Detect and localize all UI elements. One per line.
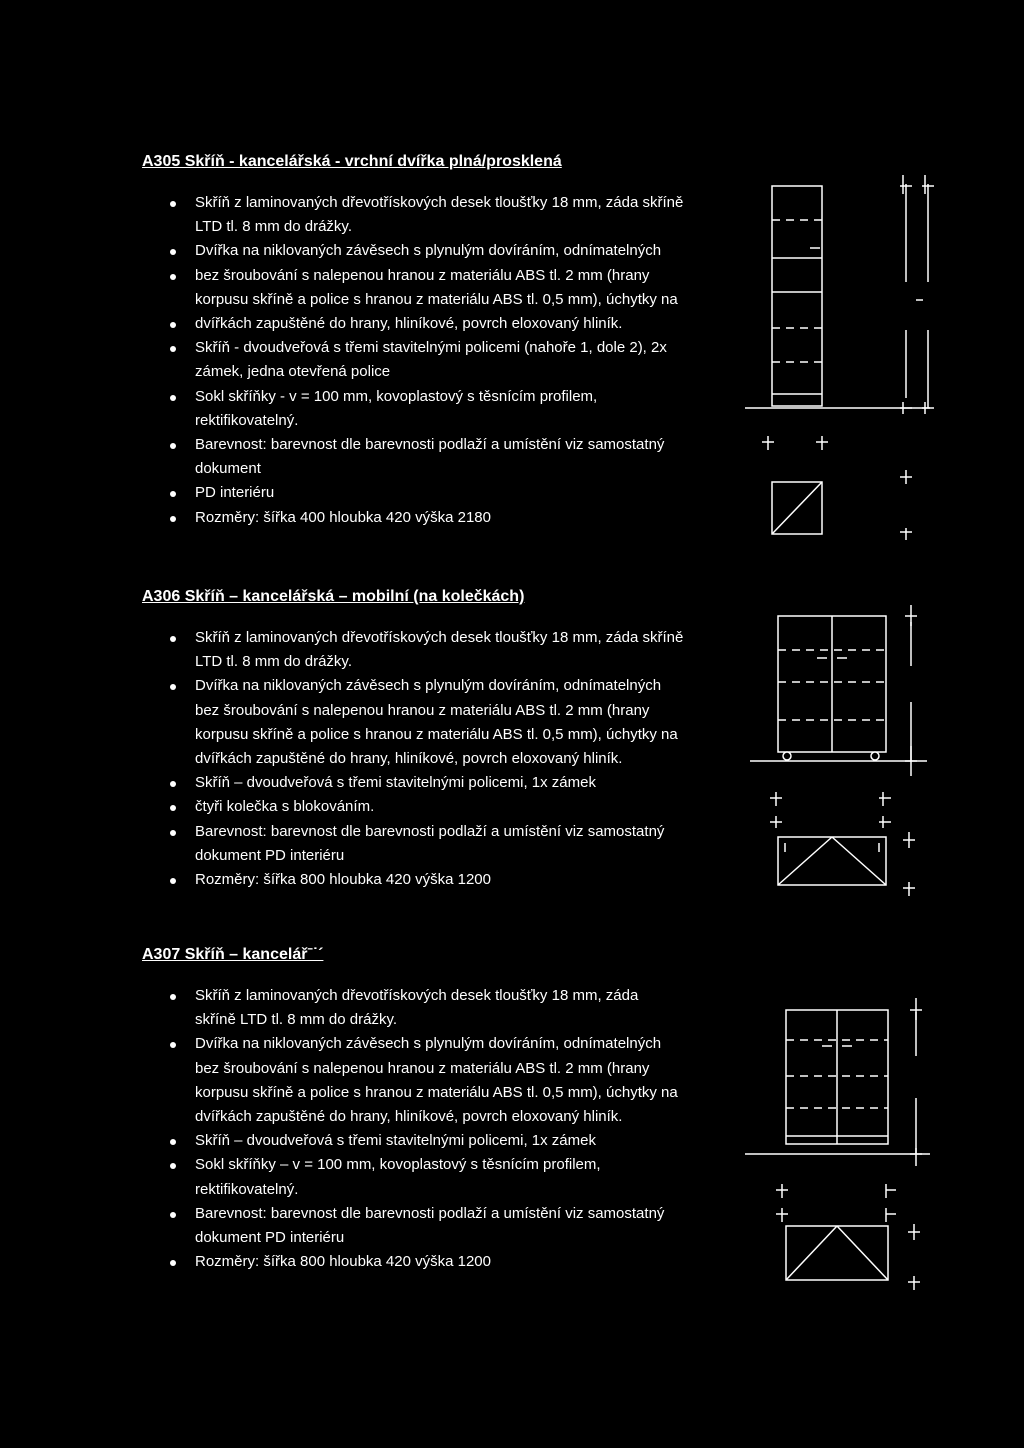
- list-item: korpusu skříně a police s hranou z materiálu ABS tl. 0,5 mm), úchytky na: [195, 1083, 678, 1101]
- list-item: Rozměry: šířka 800 hloubka 420 výška 1200: [170, 868, 683, 892]
- list-item: Dvířka na niklovaných závěsech s plynulým dovíráním, odnímatelných: [170, 674, 683, 698]
- section-title: A307 Skříň – kancelářˉ˙´: [142, 946, 324, 963]
- list-item: Barevnost: barevnost dle barevnosti podlaží a umístění viz samostatný: [170, 820, 683, 844]
- list-item: Barevnost: barevnost dle barevnosti podlaží a umístění viz samostatný: [170, 433, 683, 457]
- list-item: Dvířka na niklovaných závěsech s plynulým dovíráním, odnímatelných: [170, 1032, 678, 1056]
- list-item: PD interiéru: [170, 481, 683, 505]
- list-item: LTD tl. 8 mm do drážky.: [195, 218, 352, 236]
- list-item: dokument PD interiéru: [195, 846, 345, 864]
- list-item: rektifikovatelný.: [195, 1180, 299, 1198]
- spec-list: [170, 626, 683, 892]
- list-item: zámek, jedna otevřená police: [195, 363, 391, 381]
- list-item: Rozměry: šířka 800 hloubka 420 výška 1200: [170, 1250, 678, 1274]
- cabinet-drawing: [740, 170, 950, 550]
- section-title: A305 Skříň - kancelářská - vrchní dvířka plná/prosklená: [142, 153, 562, 170]
- list-item: dvířkách zapuštěné do hrany, hliníkové, povrch eloxovaný hliník.: [195, 750, 623, 768]
- list-item: Barevnost: barevnost dle barevnosti podlaží a umístění viz samostatný: [170, 1202, 678, 1226]
- list-item: korpusu skříně a police s hranou z materiálu ABS tl. 0,5 mm), úchytky na: [195, 290, 678, 308]
- list-item: Sokl skříňky – v = 100 mm, kovoplastový s těsnícím profilem,: [170, 1153, 678, 1177]
- list-item: Rozměry: šířka 400 hloubka 420 výška 2180: [170, 506, 683, 530]
- list-item: skříně LTD tl. 8 mm do drážky.: [195, 1011, 397, 1029]
- list-item: dokument: [195, 460, 261, 478]
- list-item: korpusu skříně a police s hranou z materiálu ABS tl. 0,5 mm), úchytky na: [195, 725, 678, 743]
- list-item: Skříň z laminovaných dřevotřískových desek tloušťky 18 mm, záda skříně: [170, 191, 683, 215]
- list-item: Skříň z laminovaných dřevotřískových desek tloušťky 18 mm, záda: [170, 984, 678, 1008]
- list-item: dvířkách zapuštěné do hrany, hliníkové, povrch eloxovaný hliník.: [170, 312, 683, 336]
- list-item: bez šroubování s nalepenou hranou z materiálu ABS tl. 2 mm (hrany: [170, 264, 683, 288]
- list-item: Skříň - dvoudveřová s třemi stavitelnými policemi (nahoře 1, dole 2), 2x: [170, 336, 683, 360]
- list-item: dvířkách zapuštěné do hrany, hliníkové, povrch eloxovaný hliník.: [195, 1108, 623, 1126]
- cabinet-drawing: [745, 600, 955, 900]
- list-item: bez šroubování s nalepenou hranou z materiálu ABS tl. 2 mm (hrany: [195, 1059, 650, 1077]
- list-item: Skříň – dvoudveřová s třemi stavitelnými policemi, 1x zámek: [170, 1129, 678, 1153]
- spec-list: [170, 191, 683, 530]
- list-item: bez šroubování s nalepenou hranou z materiálu ABS tl. 2 mm (hrany: [195, 701, 650, 719]
- list-item: rektifikovatelný.: [195, 411, 299, 429]
- list-item: Dvířka na niklovaných závěsech s plynulým dovíráním, odnímatelných: [170, 239, 683, 263]
- list-item: LTD tl. 8 mm do drážky.: [195, 653, 352, 671]
- list-item: Skříň z laminovaných dřevotřískových desek tloušťky 18 mm, záda skříně: [170, 626, 683, 650]
- cabinet-drawing: [740, 990, 950, 1300]
- list-item: Skříň – dvoudveřová s třemi stavitelnými policemi, 1x zámek: [170, 771, 683, 795]
- section-title: A306 Skříň – kancelářská – mobilní (na kolečkách): [142, 588, 525, 605]
- list-item: dokument PD interiéru: [195, 1229, 345, 1247]
- list-item: Sokl skříňky - v = 100 mm, kovoplastový s těsnícím profilem,: [170, 385, 683, 409]
- spec-list: [170, 984, 678, 1274]
- list-item: čtyři kolečka s blokováním.: [170, 795, 683, 819]
